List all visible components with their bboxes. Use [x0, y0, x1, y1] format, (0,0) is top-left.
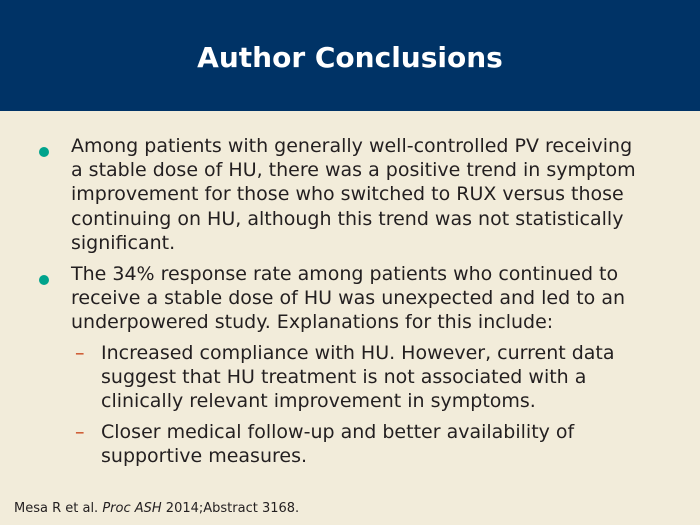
- bullet-dot-icon: [39, 147, 49, 157]
- footnote-citation: [14, 500, 299, 518]
- dash-icon: –: [75, 342, 85, 364]
- bullet-text: The 34% response rate among patients who continued to receive a stable dose of HU was unexpected and led to an underpowered study. Explanations for this include:: [71, 263, 626, 334]
- title-bar: [0, 0, 700, 111]
- sub-bullet-text: Increased compliance with HU. However, current data suggest that HU treatment is not associated with a clinically relevant improvement in symptoms.: [101, 342, 615, 413]
- bullet-text: Among patients with generally well-controlled PV receiving a stable dose of HU, there was a positive trend in symptom improvement for those who switched to RUX versus those continuing on HU, although this trend was not statistically significant.: [71, 135, 636, 254]
- dash-icon: –: [75, 421, 85, 443]
- sub-bullet-text: Closer medical follow-up and better availability of supportive measures.: [101, 421, 575, 468]
- bullet-dot-icon: [39, 275, 49, 285]
- slide-title: Author Conclusions: [197, 41, 503, 74]
- citation-details: 2014;Abstract 3168.: [161, 501, 300, 516]
- citation-journal: Proc ASH: [102, 501, 162, 516]
- citation-authors: Mesa R et al.: [14, 501, 103, 516]
